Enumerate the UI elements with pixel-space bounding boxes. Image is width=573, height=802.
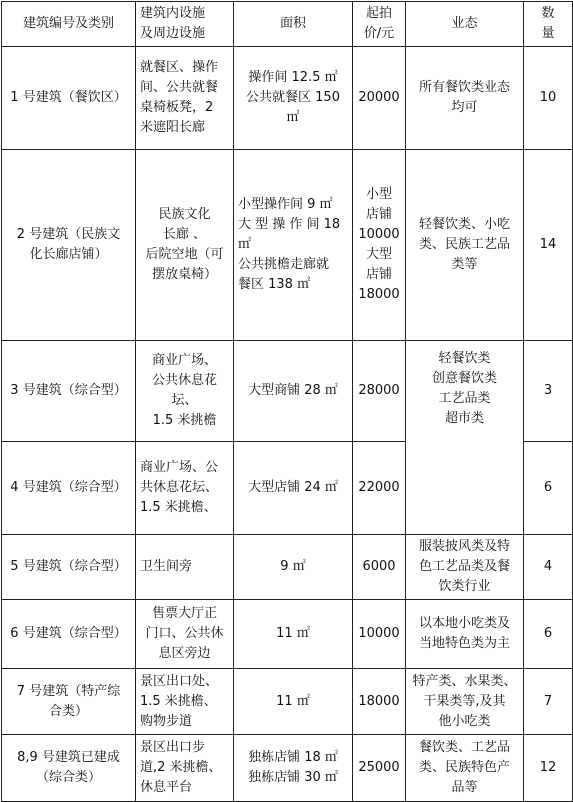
cell-qty: 6: [524, 442, 573, 535]
table-row: [2, 535, 573, 600]
cell-facilities: 商业广场、公 共休息花坛、 1.5 米挑檐、: [136, 442, 234, 535]
table-row: [2, 600, 573, 669]
cell-category: 6 号建筑（综合型）: [2, 600, 136, 669]
cell-qty: 7: [524, 669, 573, 735]
cell-qty: 12: [524, 735, 573, 802]
cell-category: 3 号建筑（综合型）: [2, 341, 136, 442]
cell-price: 18000: [353, 669, 406, 735]
table-row: [2, 47, 573, 150]
cell-facilities: 商业广场、 公共休息花 坛、 1.5 米挑檐: [136, 341, 234, 442]
cell-area: 11 ㎡: [234, 669, 353, 735]
cell-business: 所有餐饮类业态 均可: [406, 47, 524, 150]
cell-facilities: 民族文化 长廊 、 后院空地（可 摆放桌椅）: [136, 150, 234, 341]
cell-facilities: 卫生间旁: [136, 535, 234, 600]
cell-business: 以本地小吃类及 当地特色类为主: [406, 600, 524, 669]
cell-price: 10000: [353, 600, 406, 669]
cell-qty: 14: [524, 150, 573, 341]
table-row: [2, 150, 573, 341]
cell-business: 轻餐饮类、小吃 类、民族工艺品 类等: [406, 150, 524, 341]
header-row: [2, 2, 573, 47]
cell-price: 22000: [353, 442, 406, 535]
cell-price: 20000: [353, 47, 406, 150]
cell-category: 5 号建筑（综合型）: [2, 535, 136, 600]
cell-area: 11 ㎡: [234, 600, 353, 669]
cell-price: 6000: [353, 535, 406, 600]
cell-price: 25000: [353, 735, 406, 802]
table-row: [2, 735, 573, 802]
cell-facilities: 售票大厅正 门口、公共休 息区旁边: [136, 600, 234, 669]
cell-qty: 6: [524, 600, 573, 669]
header-qty: 数 量: [524, 2, 573, 47]
cell-qty: 10: [524, 47, 573, 150]
cell-facilities: 景区出口步 道,2 米挑檐、 休息平台: [136, 735, 234, 802]
cell-facilities: 就餐区、操作 间、公共就餐 桌椅板凳，2 米遮阳长廊: [136, 47, 234, 150]
cell-area: 大型商铺 28 ㎡: [234, 341, 353, 442]
header-category: 建筑编号及类别: [2, 2, 136, 47]
header-area: 面积: [234, 2, 353, 47]
cell-area: 9 ㎡: [234, 535, 353, 600]
cell-price: 28000: [353, 341, 406, 442]
cell-area: 大型店铺 24 ㎡: [234, 442, 353, 535]
cell-category: 7 号建筑（特产综 合类）: [2, 669, 136, 735]
cell-qty: 4: [524, 535, 573, 600]
cell-price: 小型 店铺 10000 大型 店铺 18000: [353, 150, 406, 341]
cell-area: 操作间 12.5 ㎡ 公共就餐区 150 ㎡: [234, 47, 353, 150]
cell-qty: 3: [524, 341, 573, 442]
table-row: [2, 341, 573, 442]
cell-business: 轻餐饮类 创意餐饮类 工艺品类 超市类: [406, 341, 524, 535]
auction-table: [1, 1, 573, 802]
header-price: 起拍 价/元: [353, 2, 406, 47]
cell-business: 服装披风类及特 色工艺品类及餐 饮类行业: [406, 535, 524, 600]
header-facilities: 建筑内设施 及周边设施: [136, 2, 234, 47]
cell-category: 4 号建筑（综合型）: [2, 442, 136, 535]
cell-category: 1 号建筑（餐饮区）: [2, 47, 136, 150]
cell-area: 独栋店铺 18 ㎡ 独栋店铺 30 ㎡: [234, 735, 353, 802]
cell-facilities: 景区出口处、 1.5 米挑檐、 购物步道: [136, 669, 234, 735]
cell-area: 小型操作间 9 ㎡ 大 型 操 作 间 18 ㎡ 公共挑檐走廊就 餐区 138 ㎡: [234, 150, 353, 341]
cell-category: 8,9 号建筑已建成 （综合类）: [2, 735, 136, 802]
cell-business: 餐饮类、工艺品 类、民族特色产 品等: [406, 735, 524, 802]
cell-business: 特产类、水果类、 干果类等,及其 他小吃类: [406, 669, 524, 735]
cell-category: 2 号建筑（民族文 化长廊店铺）: [2, 150, 136, 341]
table-row: [2, 669, 573, 735]
header-business: 业态: [406, 2, 524, 47]
